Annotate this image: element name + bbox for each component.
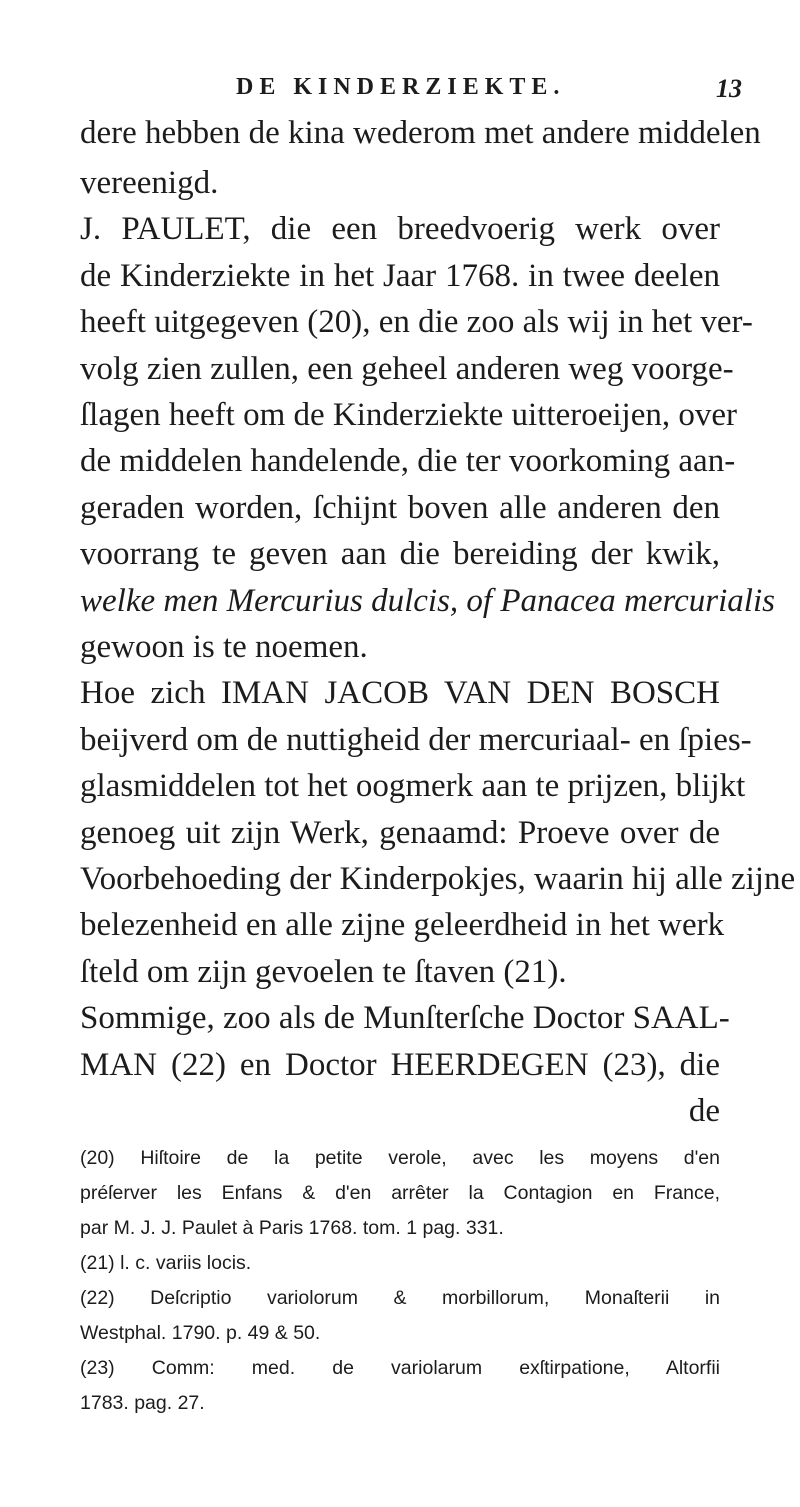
footnote-line: préſerver les Enfans & d'en arrêter la Contagion en France,: [80, 1182, 720, 1204]
page-number: 13: [716, 74, 742, 103]
text-line: de Kinderziekte in het Jaar 1768. in twee deelen: [80, 258, 720, 294]
text-line: genoeg uit zijn Werk, genaamd: Proeve over de: [80, 815, 720, 851]
footnote-line: (20) Hiſtoire de la petite verole, avec les moyens d'en: [80, 1147, 720, 1169]
text-line: MAN (22) en Doctor HEERDEGEN (23), die: [80, 1047, 720, 1083]
text-line: welke men Mercurius dulcis, of Panacea mercurialis: [80, 583, 775, 619]
text-line: gewoon is te noemen.: [80, 629, 368, 665]
footnote-line: Westphal. 1790. p. 49 & 50.: [80, 1322, 321, 1344]
text-line: de middelen handelende, die ter voorkoming aan-: [80, 443, 736, 479]
footnote-line: par M. J. J. Paulet à Paris 1768. tom. 1 pag. 331.: [80, 1217, 504, 1239]
footnote-line: (22) Deſcriptio variolorum & morbillorum, Monaſterii in: [80, 1287, 720, 1309]
text-line: dere hebben de kina wederom met andere middelen: [80, 115, 761, 151]
text-line: heeft uitgegeven (20), en die zoo als wij in het ver-: [80, 304, 753, 340]
footnote-line: (23) Comm: med. de variolarum exſtirpatione, Altorfii: [80, 1357, 720, 1379]
text-line: ſteld om zijn gevoelen te ſtaven (21).: [80, 954, 567, 990]
text-line: J. PAULET, die een breedvoerig werk over: [80, 211, 720, 247]
text-line: belezenheid en alle zijne geleerdheid in het werk: [80, 907, 725, 943]
text-line: geraden worden, ſchijnt boven alle anderen den: [80, 490, 720, 526]
text-line: vereenigd.: [80, 165, 219, 201]
footnote-line: (21) l. c. variis locis.: [80, 1252, 252, 1274]
text-line: volg zien zullen, een geheel anderen weg voorge-: [80, 351, 734, 387]
catchword: de: [688, 1093, 720, 1129]
text-line: beijverd om de nuttigheid der mercuriaal- en ſpies-: [80, 722, 752, 758]
running-title: DE KINDERZIEKTE.: [236, 74, 566, 100]
text-line: Voorbehoeding der Kinderpokjes, waarin hij alle zijne: [80, 861, 796, 897]
text-line: ſlagen heeft om de Kinderziekte uitteroeijen, over: [80, 397, 737, 433]
page-header: [0, 70, 800, 110]
text-line: Hoe zich IMAN JACOB VAN DEN BOSCH: [80, 675, 720, 711]
text-line: voorrang te geven aan die bereiding der kwik,: [80, 536, 720, 572]
text-line: glasmiddelen tot het oogmerk aan te prijzen, blijkt: [80, 768, 746, 804]
text-line: Sommige, zoo als de Munſterſche Doctor SAAL-: [80, 1000, 730, 1036]
footnote-line: 1783. pag. 27.: [80, 1392, 205, 1414]
